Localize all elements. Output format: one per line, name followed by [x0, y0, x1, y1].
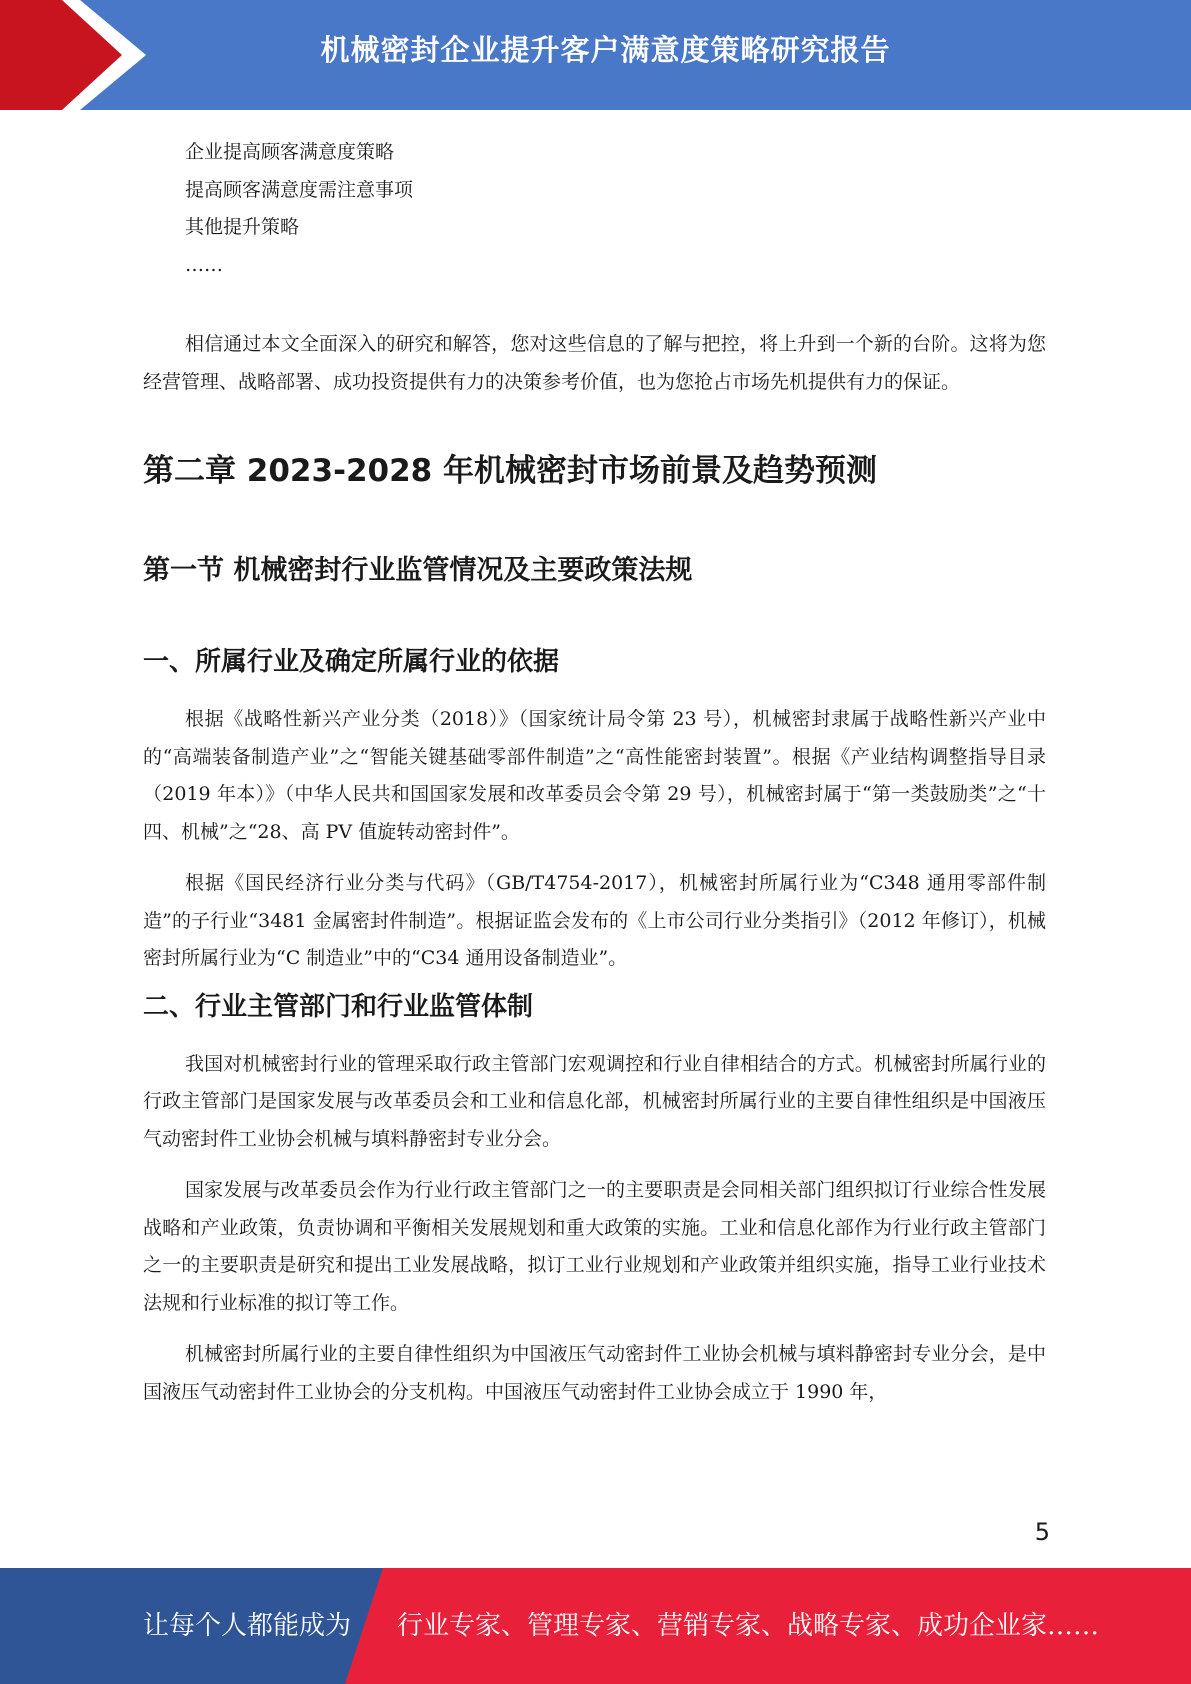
footer-slogan-left: 让每个人都能成为 [143, 1611, 352, 1641]
subsection-heading: 二、行业主管部门和行业监管体制 [143, 991, 534, 1022]
body-paragraph: 国家发展与改革委员会作为行业行政主管部门之一的主要职责是会同相关部门组织拟订行业综合性发展战略和产业政策，负责协调和平衡相关发展规划和重大政策的实施。工业和信息化部作为行业行政主管部门之一的主要职责是研究和提出工业发展战略，拟订工业行业规划和产业政策并组织实施，指导工业行业技术法规和行业标准的拟订等工作。 [143, 1179, 1046, 1314]
page-content [143, 134, 1046, 1411]
body-paragraph: 机械密封所属行业的主要自律性组织为中国液压气动密封件工业协会机械与填料静密封专业分会，是中国液压气动密封件工业协会的分支机构。中国液压气动密封件工业协会成立于 1990 年， [143, 1343, 1046, 1403]
toc-list [143, 134, 1046, 284]
footer-slogan-right: 行业专家、管理专家、营销专家、战略专家、成功企业家…… [397, 1611, 1100, 1641]
section-heading: 第一节 机械密封行业监管情况及主要政策法规 [143, 555, 693, 586]
toc-item: …… [185, 253, 223, 276]
chapter-heading: 第二章 2023-2028 年机械密封市场前景及趋势预测 [143, 453, 878, 489]
page-number: 5 [1034, 1518, 1050, 1546]
page-footer [0, 1568, 1191, 1684]
body-paragraph: 根据《国民经济行业分类与代码》（GB/T4754-2017），机械密封所属行业为“C348 通用零部件制造”的子行业“3481 金属密封件制造”。根据证监会发布的《上市公司行业分类指引》（2012 年修订），机械密封所属行业为“C 制造业”中的“C34 通用设备制造业”。 [143, 872, 1046, 969]
body-paragraph: 根据《战略性新兴产业分类（2018）》（国家统计局令第 23 号），机械密封隶属于战略性新兴产业中的“高端装备制造产业”之“智能关键基础零部件制造”之“高性能密封装置”。根据《产业结构调整指导目录（2019 年本）》（中华人民共和国国家发展和改革委员会令第 29 号），机械密封属于“第一类鼓励类”之“十四、机械”之“28、高 PV 值旋转动密封件”。 [143, 708, 1046, 843]
toc-item: 企业提高顾客满意度策略 [185, 141, 395, 163]
page-header [0, 0, 1191, 110]
toc-item: 其他提升策略 [185, 216, 300, 238]
toc-item: 提高顾客满意度需注意事项 [185, 178, 414, 201]
body-paragraph: 我国对机械密封行业的管理采取行政主管部门宏观调控和行业自律相结合的方式。机械密封所属行业的行政主管部门是国家发展与改革委员会和工业和信息化部，机械密封所属行业的主要自律性组织是中国液压气动密封件工业协会机械与填料静密封专业分会。 [143, 1052, 1046, 1150]
intro-paragraph: 相信通过本文全面深入的研究和解答，您对这些信息的了解与把控，将上升到一个新的台阶。这将为您经营管理、战略部署、成功投资提供有力的决策参考价值，也为您抢占市场先机提供有力的保证。 [143, 333, 1046, 393]
document-title: 机械密封企业提升客户满意度策略研究报告 [320, 33, 891, 67]
subsection-heading: 一、所属行业及确定所属行业的依据 [143, 647, 560, 677]
